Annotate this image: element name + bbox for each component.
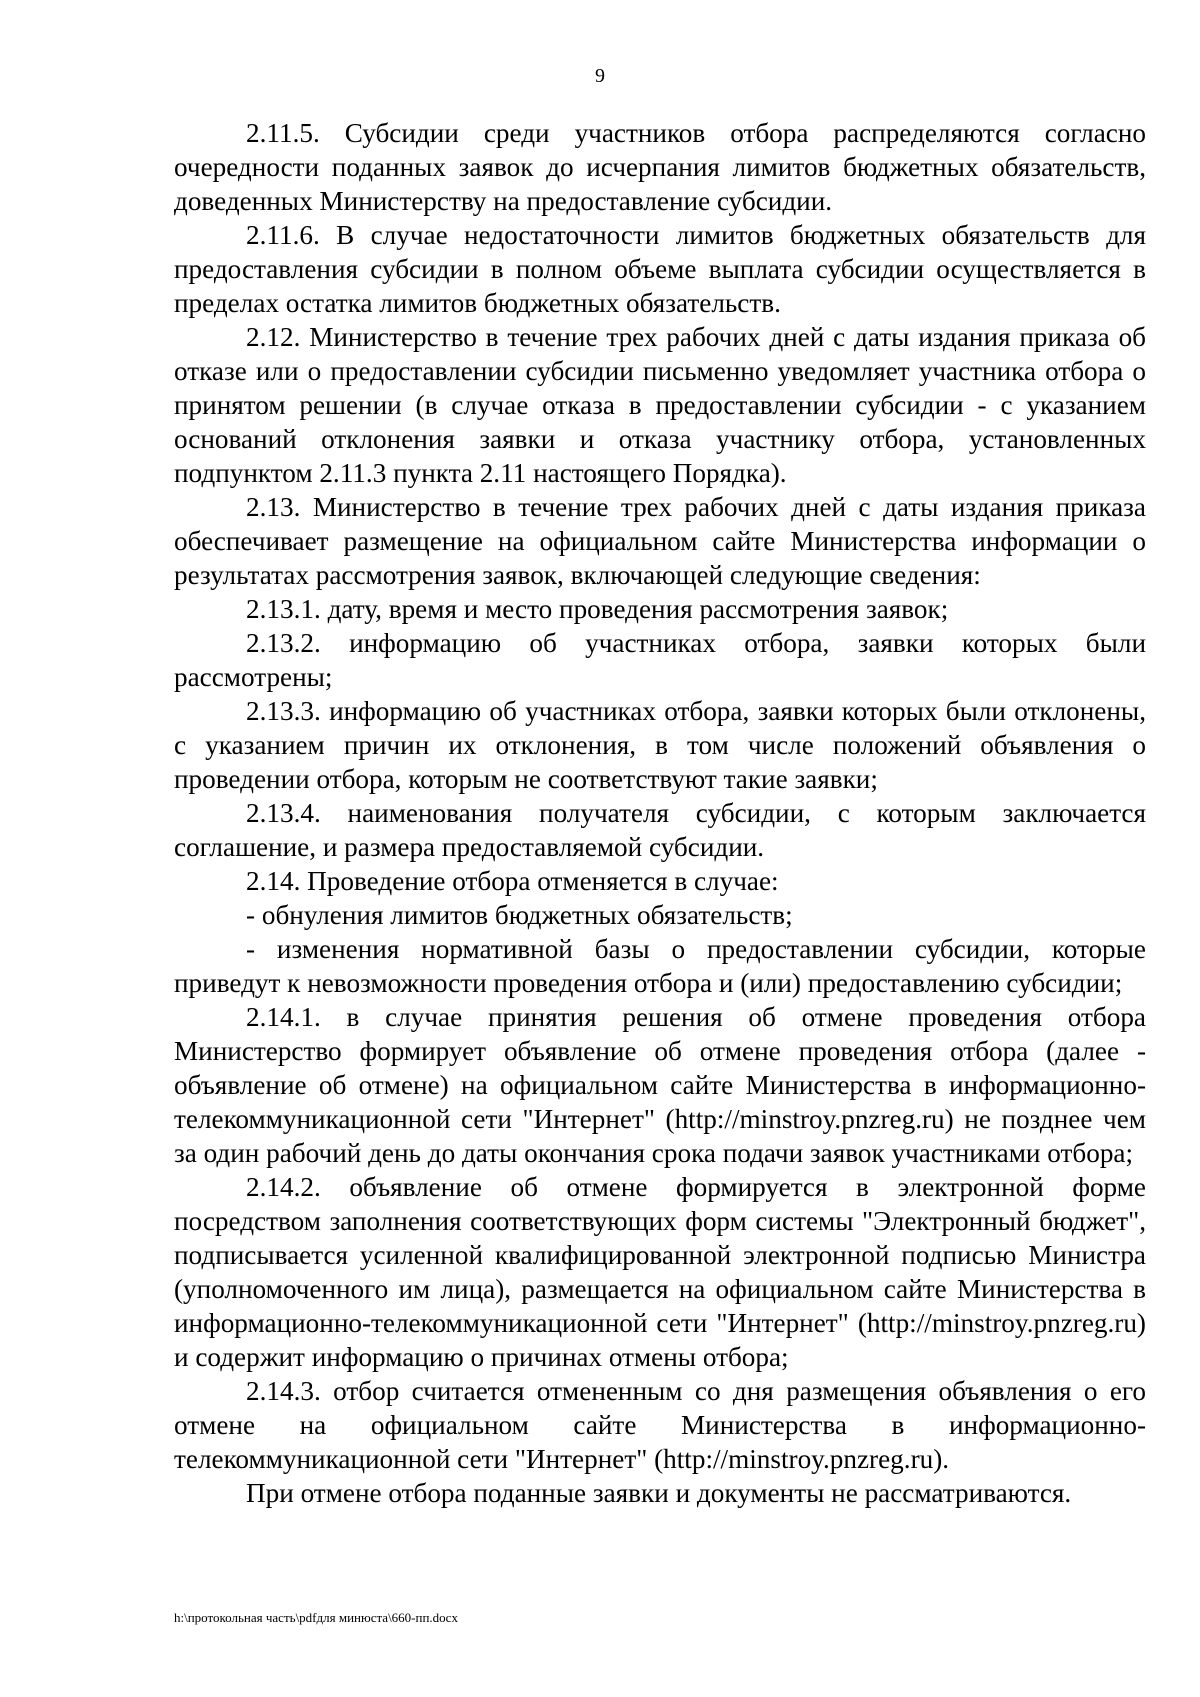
paragraph-2-14: 2.14. Проведение отбора отменяется в случае: [246, 866, 779, 896]
list-item-zeroing-limits: - обнуления лимитов бюджетных обязательств; [246, 900, 793, 930]
paragraph-2-13-4: 2.13.4. наименования получателя субсидии, с которым заключается соглашение, и размера предоставляемой субсидии. [174, 798, 1146, 862]
document-body [174, 116, 1146, 1510]
paragraph-2-13: 2.13. Министерство в течение трех рабочих дней с даты издания приказа обеспечивает размещение на официальном сайте Министерства информации о результатах рассмотрения заявок, включающей следующие сведения: [174, 492, 1146, 590]
paragraph-2-14-1: 2.14.1. в случае принятия решения об отмене проведения отбора Министерство формирует объявление об отмене проведения отбора (далее - объявление об отмене) на официальном сайте Министерства в информационно-телекоммуникационной сети "Интернет" (http://minstroy.pnzreg.ru) не позднее чем за один рабочий день до даты окончания срока подачи заявок участниками отбора; [174, 1002, 1146, 1168]
paragraph-2-14-2: 2.14.2. объявление об отмене формируется в электронной форме посредством заполнения соответствующих форм системы "Электронный бюджет", подписывается усиленной квалифицированной электронной подписью Министра (уполномоченного им лица), размещается на официальном сайте Министерства в информационно-телекоммуникационной сети "Интернет" (http://minstroy.pnzreg.ru) и содержит информацию о причинах отмены отбора; [174, 1172, 1146, 1372]
paragraph-2-12: 2.12. Министерство в течение трех рабочих дней с даты издания приказа об отказе или о предоставлении субсидии письменно уведомляет участника отбора о принятом решении (в случае отказа в предоставлении субсидии - с указанием оснований отклонения заявки и отказа участнику отбора, установленных подпунктом 2.11.3 пункта 2.11 настоящего Порядка). [174, 322, 1146, 488]
paragraph-2-13-1: 2.13.1. дату, время и место проведения рассмотрения заявок; [246, 594, 949, 624]
paragraph-cancellation-note: При отмене отбора поданные заявки и документы не рассматриваются. [246, 1478, 1072, 1508]
paragraph-2-13-3: 2.13.3. информацию об участниках отбора, заявки которых были отклонены, с указанием причин их отклонения, в том числе положений объявления о проведении отбора, которым не соответствуют такие заявки; [174, 696, 1146, 794]
paragraph-2-13-2: 2.13.2. информацию об участниках отбора, заявки которых были рассмотрены; [174, 628, 1146, 692]
paragraph-2-11-6: 2.11.6. В случае недостаточности лимитов бюджетных обязательств для предоставления субсидии в полном объеме выплата субсидии осуществляется в пределах остатка лимитов бюджетных обязательств. [174, 220, 1146, 318]
list-item-regulatory-change: - изменения нормативной базы о предоставлении субсидии, которые приведут к невозможности проведения отбора и (или) предоставлению субсидии; [174, 934, 1146, 998]
paragraph-2-14-3: 2.14.3. отбор считается отмененным со дня размещения объявления о его отмене на официальном сайте Министерства в информационно-телекоммуникационной сети "Интернет" (http://minstroy.pnzreg.ru). [174, 1376, 1146, 1474]
paragraph-2-11-5: 2.11.5. Субсидии среди участников отбора распределяются согласно очередности поданных заявок до исчерпания лимитов бюджетных обязательств, доведенных Министерству на предоставление субсидии. [174, 118, 1146, 216]
footer-file-path: h:\протокольная часть\pdfдля минюста\660-пп.docx [174, 1610, 458, 1625]
page-number: 9 [595, 65, 605, 87]
